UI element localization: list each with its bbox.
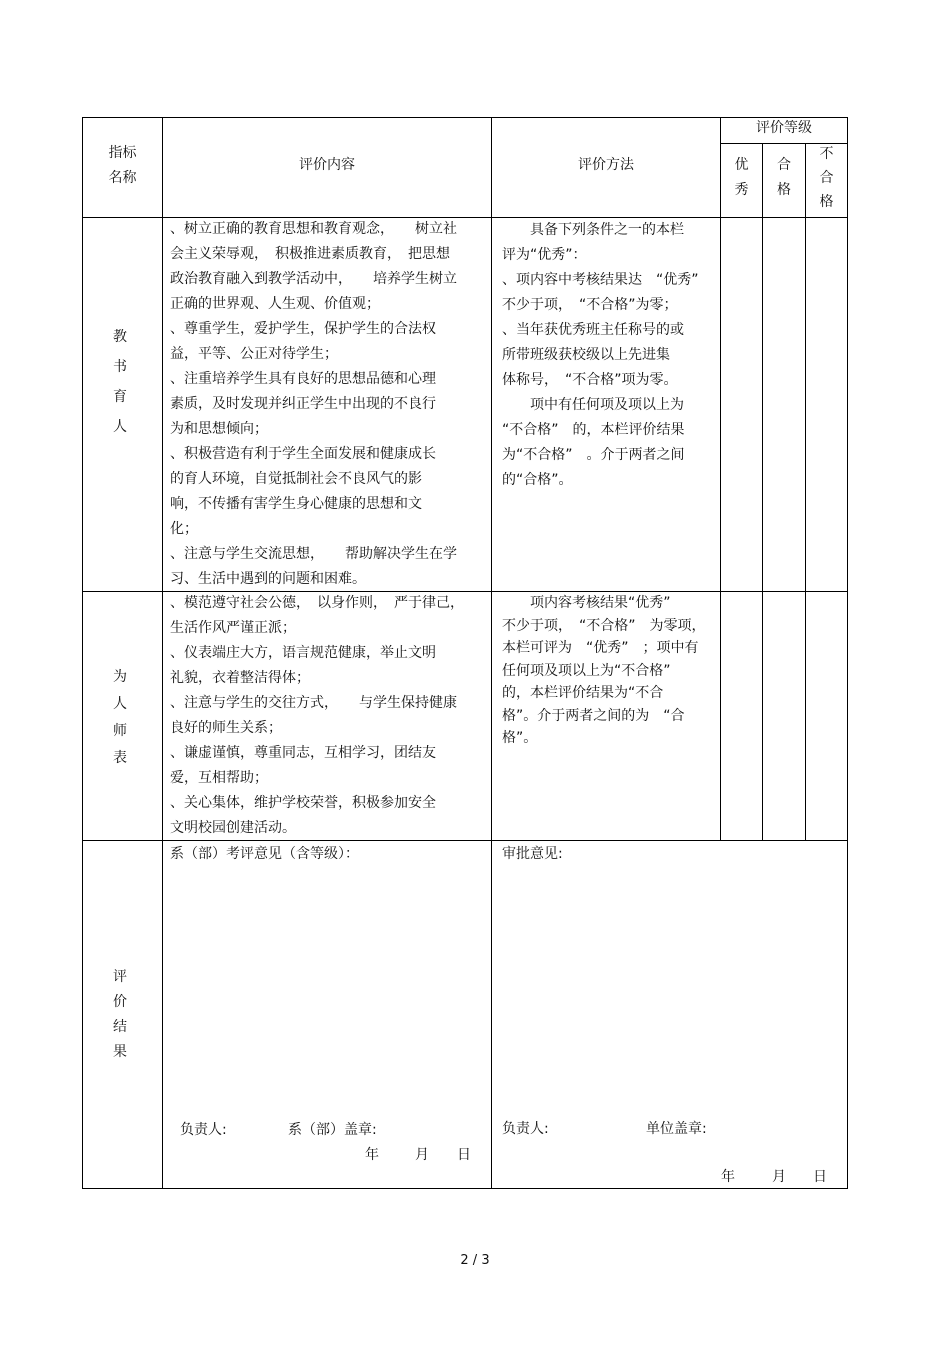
section1-name: 教 书 育 人 xyxy=(113,329,127,435)
date-left-month: 月 xyxy=(415,1147,429,1163)
responsible-right-label: 负责人: xyxy=(502,1121,549,1137)
header-content: 评价内容 xyxy=(299,157,355,173)
col-divider-pass xyxy=(805,143,806,841)
section2-method: 项内容考核结果“优秀” 不少于项， “不合格” 为零项， 本栏可评为 “优秀” ；项中有 任何项及项以上为“不合格” 的，本栏评价结果为“不合 格”。介于两者之间的为 “合 格”。 xyxy=(502,595,706,746)
approval-opinion-label: 审批意见: xyxy=(502,846,563,862)
date-right-year: 年 xyxy=(721,1169,735,1185)
section2-name: 为 人 师 表 xyxy=(113,669,127,766)
section1-method: 具备下列条件之一的本栏 评为“优秀”： 、项内容中考核结果达 “优秀” 不少于项， “不合格”为零； 、当年获优秀班主任称号的或 所带班级获校级以上先进集 体称号， “不合格”项为零。 项中有任何项及项以上为 “不合格” 的，本栏评价结果 为“不合格” 。介于两者之间 的“合格”。 xyxy=(502,222,699,488)
date-left-day: 日 xyxy=(457,1147,471,1163)
dept-seal-label: 系（部）盖章: xyxy=(288,1122,377,1138)
col-divider-excellent xyxy=(762,143,763,841)
header-fail: 不 合 格 xyxy=(819,146,834,210)
col-divider-method xyxy=(720,117,721,841)
dept-opinion-label: 系（部）考评意见（含等级）： xyxy=(170,846,359,862)
page-number: 2 / 3 xyxy=(460,1253,490,1268)
header-excellent: 优 秀 xyxy=(734,157,749,198)
date-left-year: 年 xyxy=(365,1147,379,1163)
header-pass: 合 格 xyxy=(777,157,791,198)
header-grade: 评价等级 xyxy=(756,120,812,136)
responsible-left-label: 负责人: xyxy=(180,1122,227,1138)
table-border-left xyxy=(82,117,83,1189)
header-method: 评价方法 xyxy=(578,157,634,173)
header-indicator-name: 指标 名称 xyxy=(108,145,137,186)
col-divider-content xyxy=(491,117,492,1189)
section2-content: 、模范遵守社会公德， 以身作则， 严于律己， 生活作风严谨正派； 、仪表端庄大方，语言规范健康，举止文明 礼貌，衣着整洁得体； 、注意与学生的交往方式， 与学生保持健康 良好的师生关系； 、谦虚谨慎，尊重同志，互相学习，团结友 爱，互相帮助； 、关心集体，维护学校荣誉，积极参加安全 文明校园创建活动。 xyxy=(170,595,464,836)
section1-content: 、树立正确的教育思想和教育观念， 树立社 会主义荣辱观， 积极推进素质教育， 把思想 政治教育融入到教学活动中， 培养学生树立 正确的世界观、人生观、价值观； 、尊重学生，爱护学生，保护学生的合法权 益，平等、公正对待学生； 、注重培养学生具有良好的思想品德和心理 素质，及时发现并纠正学生中出现的不良行 为和思想倾向； 、积极营造有利于学生全面发展和健康成长 的育人环境，自觉抵制社会不良风气的影 响，不传播有害学生身心健康的思想和文 化； 、注意与学生交流思想， 帮助解决学生在学 习、生活中遇到的问题和困难。 xyxy=(170,221,457,587)
unit-seal-label: 单位盖章: xyxy=(646,1121,707,1137)
date-right-month: 月 xyxy=(772,1169,786,1185)
table-border-right xyxy=(847,117,848,1189)
section3-name: 评 价 结 果 xyxy=(113,969,127,1060)
date-right-day: 日 xyxy=(813,1169,827,1185)
col-divider-name xyxy=(162,117,163,1189)
